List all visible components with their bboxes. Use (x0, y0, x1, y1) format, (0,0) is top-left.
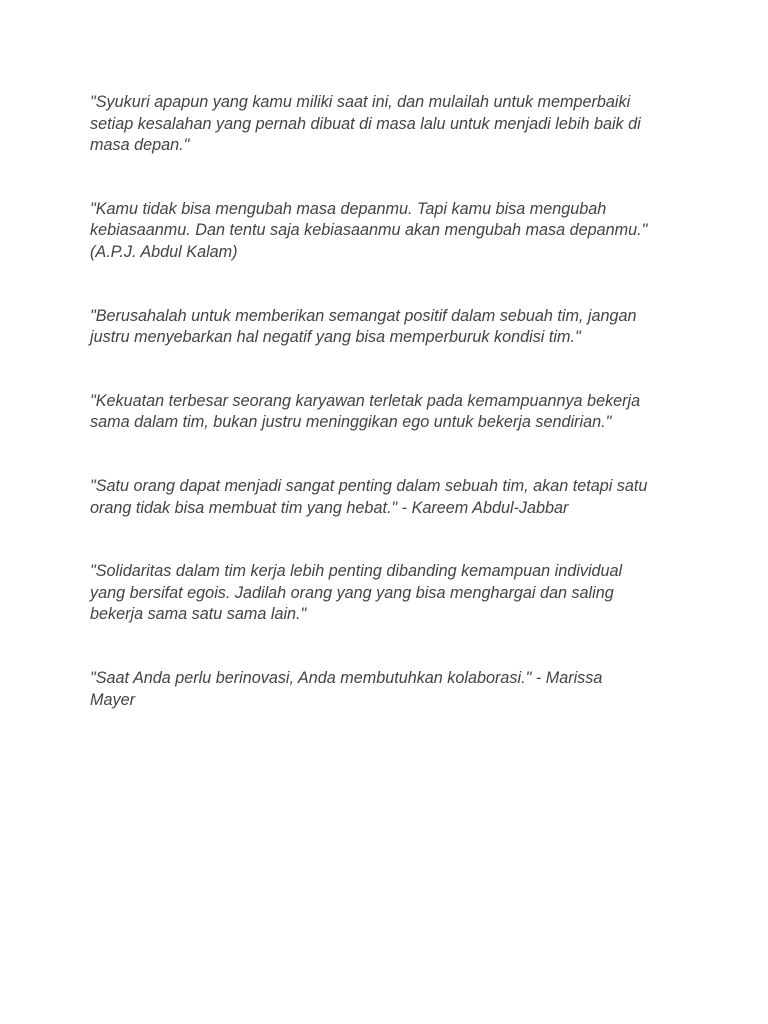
quote-line: "Syukuri apapun yang kamu miliki saat ini, dan mulailah untuk memperbaiki (90, 93, 631, 111)
quote-paragraph (90, 561, 682, 626)
quotes-list (90, 92, 682, 711)
quote-line: "Kekuatan terbesar seorang karyawan terletak pada kemampuannya bekerja (90, 391, 641, 410)
quote-paragraph (90, 306, 682, 349)
quote-line: bekerja sama satu sama lain." (90, 605, 307, 624)
quote-paragraph (90, 199, 682, 264)
quote-line: "Kamu tidak bisa mengubah masa depanmu. Tapi kamu bisa mengubah (90, 199, 607, 218)
quote-paragraph (90, 391, 682, 434)
quote-line: Mayer (90, 690, 135, 709)
quote-line: sama dalam tim, bukan justru meninggikan ego untuk bekerja sendirian." (90, 413, 612, 432)
quote-line: justru menyebarkan hal negatif yang bisa memperburuk kondisi tim." (90, 328, 581, 347)
quote-line: "Saat Anda perlu berinovasi, Anda membutuhkan kolaborasi." - Marissa (90, 668, 603, 687)
quote-paragraph (90, 92, 682, 157)
quote-line: "Solidaritas dalam tim kerja lebih penting dibanding kemampuan individual (90, 562, 623, 581)
quote-paragraph (90, 668, 682, 711)
quote-line: "Berusahalah untuk memberikan semangat positif dalam sebuah tim, jangan (90, 306, 637, 325)
quote-line: (A.P.J. Abdul Kalam) (90, 242, 238, 261)
quote-line: kebiasaanmu. Dan tentu saja kebiasaanmu akan mengubah masa depanmu." (90, 221, 648, 240)
quote-line: "Satu orang dapat menjadi sangat penting dalam sebuah tim, akan tetapi satu (90, 476, 648, 495)
quote-line: setiap kesalahan yang pernah dibuat di masa lalu untuk menjadi lebih baik di (90, 114, 641, 133)
quote-line: yang bersifat egois. Jadilah orang yang yang bisa menghargai dan saling (90, 583, 614, 602)
quote-line: masa depan." (90, 136, 190, 155)
quote-paragraph (90, 476, 682, 519)
quote-line: orang tidak bisa membuat tim yang hebat." - Kareem Abdul-Jabbar (90, 498, 569, 517)
